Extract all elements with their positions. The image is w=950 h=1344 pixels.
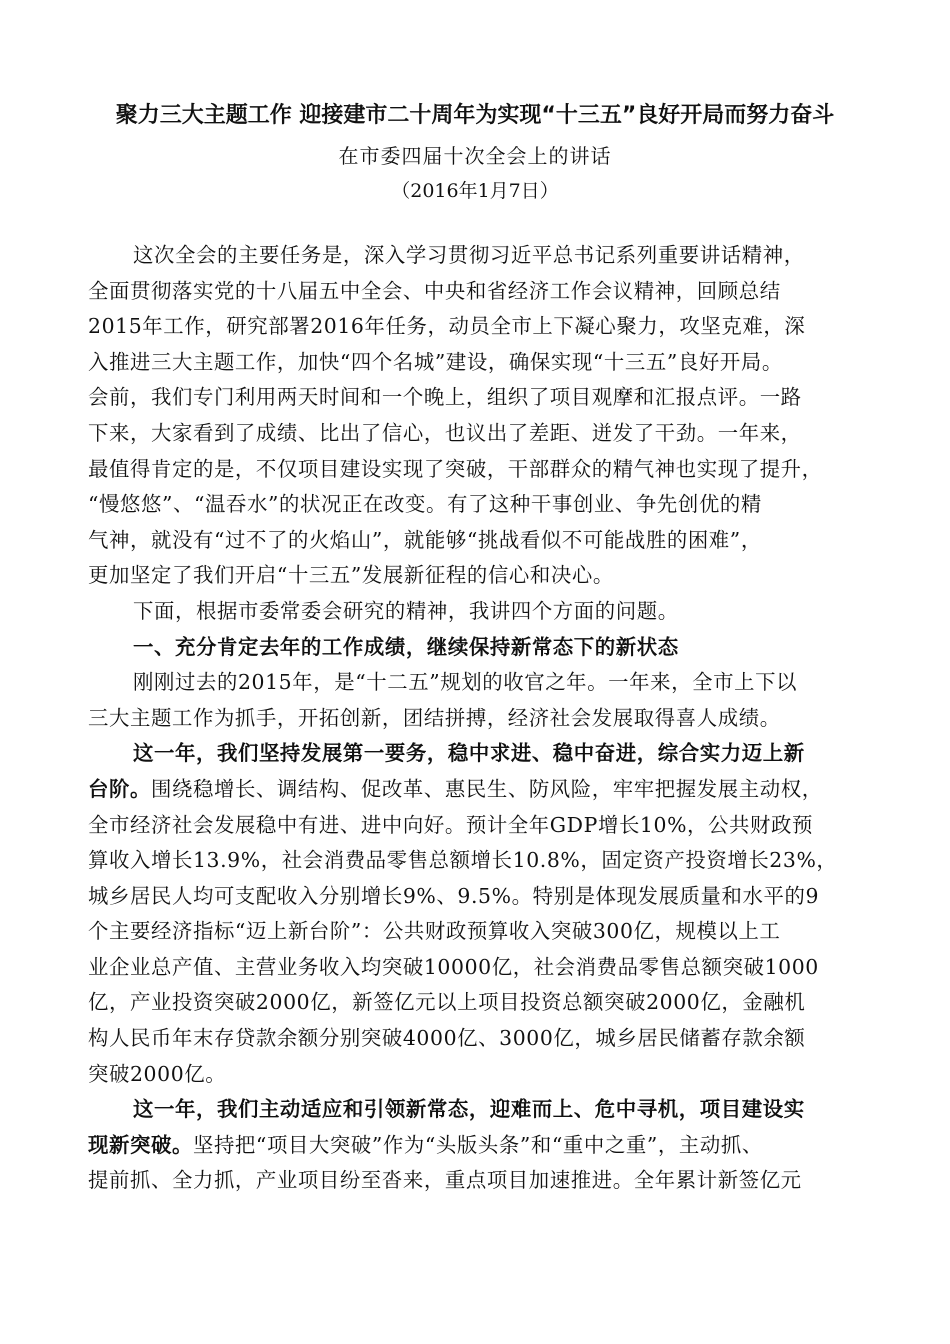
document-body	[88, 238, 878, 1199]
text-line	[88, 274, 878, 310]
text-line	[88, 1057, 878, 1093]
text-line	[88, 594, 878, 630]
line-text: 最值得肯定的是，不仅项目建设实现了突破，干部群众的精气神也实现了提升，	[88, 456, 823, 481]
text-line	[88, 380, 878, 416]
text-line	[88, 523, 878, 559]
text-line	[88, 843, 878, 879]
text-line	[88, 772, 878, 808]
text-line	[88, 345, 878, 381]
text-line	[88, 1092, 878, 1128]
text-line	[88, 309, 878, 345]
line-text: 刚刚过去的2015年，是“十二五”规划的收官之年。一年来，全市上下以	[133, 670, 798, 695]
bold-lead-text: 台阶。	[88, 776, 151, 801]
text-line	[88, 1163, 878, 1199]
line-text: 突破2000亿。	[88, 1061, 227, 1086]
section-heading	[88, 630, 878, 666]
line-text: 全市经济社会发展稳中有进、进中向好。预计全年GDP增长10%，公共财政预	[88, 812, 813, 837]
text-line	[88, 701, 878, 737]
bold-lead-text: 这一年，我们坚持发展第一要务，稳中求进、稳中奋进，综合实力迈上新	[133, 741, 805, 766]
line-text: 业企业总产值、主营业务收入均突破10000亿，社会消费品零售总额突破1000	[88, 954, 819, 979]
text-line	[88, 452, 878, 488]
line-text: 坚持把“项目大突破”作为“头版头条”和“重中之重”，主动抓、	[192, 1132, 763, 1157]
line-text: 更加坚定了我们开启“十三五”发展新征程的信心和决心。	[88, 563, 614, 588]
line-text: 城乡居民人均可支配收入分别增长9%、9.5%。特别是体现发展质量和水平的9	[88, 883, 820, 908]
text-line	[88, 1128, 878, 1164]
text-line	[88, 416, 878, 452]
line-text: 下来，大家看到了成绩、比出了信心，也议出了差距、迸发了干劲。一年来，	[88, 420, 802, 445]
line-text: 个主要经济指标“迈上新台阶”：公共财政预算收入突破300亿，规模以上工	[88, 919, 781, 944]
line-text: 三大主题工作为抓手，开拓创新，团结拼搏，经济社会发展取得喜人成绩。	[88, 705, 781, 730]
text-line	[88, 879, 878, 915]
bold-lead-text: 现新突破。	[88, 1132, 193, 1157]
document-subtitle: 在市委四届十次全会上的讲话	[338, 144, 612, 168]
text-line	[88, 665, 878, 701]
line-text: 这次全会的主要任务是，深入学习贯彻习近平总书记系列重要讲话精神，	[133, 243, 805, 267]
text-line	[88, 238, 878, 274]
line-text: 气神，就没有“过不了的火焰山”，就能够“挑战看似不可能战胜的困难”，	[88, 527, 762, 552]
line-text: 亿，产业投资突破2000亿，新签亿元以上项目投资总额突破2000亿，金融机	[88, 990, 806, 1015]
line-text: 下面，根据市委常委会研究的精神，我讲四个方面的问题。	[133, 598, 679, 623]
line-text: 会前，我们专门利用两天时间和一个晚上，组织了项目观摩和汇报点评。一路	[88, 385, 802, 410]
line-text: 围绕稳增长、调结构、促改革、惠民生、防风险，牢牢把握发展主动权，	[150, 776, 823, 801]
line-text: 算收入增长13.9%，社会消费品零售总额增长10.8%，固定资产投资增长23%，	[88, 848, 838, 873]
bold-lead-text: 这一年，我们主动适应和引领新常态，迎难而上、危中寻机，项目建设实	[133, 1097, 805, 1122]
text-line	[88, 558, 878, 594]
text-line	[88, 808, 878, 844]
text-line	[88, 736, 878, 772]
line-text: 提前抓、全力抓，产业项目纷至沓来，重点项目加速推进。全年累计新签亿元	[88, 1168, 802, 1193]
document-date: （2016年1月7日）	[391, 180, 559, 202]
line-text: 构人民币年末存贷款余额分别突破4000亿、3000亿，城乡居民储蓄存款余额	[88, 1026, 806, 1051]
line-text: 全面贯彻落实党的十八届五中全会、中央和省经济工作会议精神，回顾总结	[88, 278, 781, 303]
line-text: “慢悠悠”、“温吞水”的状况正在改变。有了这种干事创业、争先创优的精	[88, 492, 762, 517]
text-line	[88, 950, 878, 986]
line-text: 2015年工作，研究部署2016年任务，动员全市上下凝心聚力，攻坚克难，深	[88, 314, 806, 339]
document-title: 聚力三大主题工作 迎接建市二十周年为实现“十三五”良好开局而努力奋斗	[115, 103, 835, 128]
text-line	[88, 985, 878, 1021]
text-line	[88, 487, 878, 523]
line-text: 一、充分肯定去年的工作成绩，继续保持新常态下的新状态	[133, 634, 679, 659]
text-line	[88, 1021, 878, 1057]
line-text: 入推进三大主题工作，加快“四个名城”建设，确保实现“十三五”良好开局。	[88, 349, 783, 374]
text-line	[88, 914, 878, 950]
